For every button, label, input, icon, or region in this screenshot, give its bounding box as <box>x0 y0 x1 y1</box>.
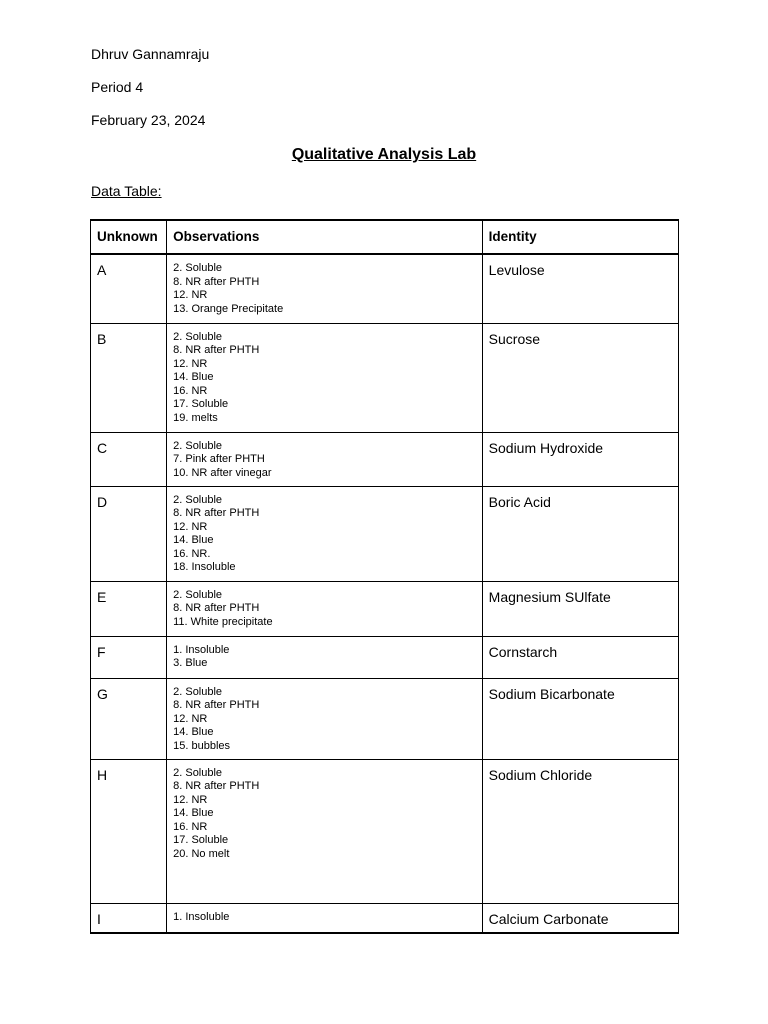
document-title: Qualitative Analysis Lab <box>291 146 477 163</box>
unknown-cell: B <box>91 323 167 432</box>
observation-line: 19. melts <box>173 411 218 424</box>
observation-line: 14. Blue <box>173 807 214 819</box>
observation-line: 13. Orange Precipitate <box>173 302 284 315</box>
observation-line: 3. Blue <box>173 657 208 669</box>
observation-line: 10. NR after vinegar <box>173 466 272 479</box>
observation-line: 16. NR <box>173 820 208 833</box>
observation-line: 20. No melt <box>173 847 230 860</box>
observation-line: 14. Blue <box>173 726 214 738</box>
observation-line: 16. NR. <box>173 547 211 560</box>
observation-line: 7. Pink after PHTH <box>173 453 265 465</box>
observation-line: 12. NR <box>173 520 208 533</box>
section-label: Data Table: <box>91 183 162 199</box>
observation-line: 18. Insoluble <box>173 561 236 573</box>
table-body <box>91 254 679 933</box>
identity-cell: Sucrose <box>482 323 678 432</box>
column-header-unknown: Unknown <box>91 220 167 254</box>
observation-line: 2. Soluble <box>173 262 223 274</box>
observation-line: 2. Soluble <box>173 330 223 343</box>
student-name: Dhruv Gannamraju <box>91 46 210 62</box>
table-row <box>91 323 679 432</box>
unknown-cell: H <box>91 759 167 903</box>
observation-line: 8. NR after PHTH <box>173 344 260 356</box>
observation-line: 8. NR after PHTH <box>173 699 260 711</box>
unknown-cell: I <box>91 903 167 933</box>
table-row <box>91 903 679 933</box>
table-row <box>91 432 679 486</box>
observation-line: 14. Blue <box>173 534 214 546</box>
observation-line: 11. White precipitate <box>173 615 273 628</box>
unknown-cell: F <box>91 636 167 678</box>
observation-line: 8. NR after PHTH <box>173 275 260 288</box>
identity-cell: Magnesium SUlfate <box>482 581 678 636</box>
observations-cell <box>167 636 483 678</box>
table-row <box>91 759 679 903</box>
column-header-observations: Observations <box>167 220 483 254</box>
data-table <box>90 219 679 934</box>
table-row <box>91 581 679 636</box>
unknown-cell: D <box>91 486 167 581</box>
observation-line: 2. Soluble <box>173 493 223 506</box>
observations-cell <box>167 323 483 432</box>
table-row <box>91 486 679 581</box>
table-row <box>91 678 679 759</box>
identity-cell: Calcium Carbonate <box>482 903 678 933</box>
column-header-identity: Identity <box>482 220 678 254</box>
observation-line: 16. NR <box>173 384 208 397</box>
table-row <box>91 636 679 678</box>
observation-line: 2. Soluble <box>173 588 223 601</box>
unknown-cell: E <box>91 581 167 636</box>
observation-line: 1. Insoluble <box>173 910 230 923</box>
table-row <box>91 254 679 323</box>
identity-cell: Sodium Bicarbonate <box>482 678 678 759</box>
identity-cell: Levulose <box>482 254 678 323</box>
identity-cell: Boric Acid <box>482 486 678 581</box>
observation-line: 14. Blue <box>173 371 214 383</box>
unknown-cell: G <box>91 678 167 759</box>
unknown-cell: C <box>91 432 167 486</box>
identity-cell: Sodium Chloride <box>482 759 678 903</box>
observations-cell <box>167 486 483 581</box>
observation-line: 8. NR after PHTH <box>173 602 260 614</box>
observation-line: 1. Insoluble <box>173 643 230 656</box>
observations-cell <box>167 678 483 759</box>
identity-cell: Cornstarch <box>482 636 678 678</box>
class-period: Period 4 <box>91 79 144 95</box>
table-header-row <box>91 220 679 254</box>
unknown-cell: A <box>91 254 167 323</box>
observation-line: 12. NR <box>173 712 208 725</box>
observations-cell <box>167 759 483 903</box>
observation-line: 8. NR after PHTH <box>173 507 260 519</box>
observation-line: 12. NR <box>173 793 208 806</box>
identity-cell: Sodium Hydroxide <box>482 432 678 486</box>
observation-line: 2. Soluble <box>173 685 223 698</box>
observation-line: 8. NR after PHTH <box>173 780 260 792</box>
observation-line: 12. NR <box>173 357 208 370</box>
observation-line: 2. Soluble <box>173 439 223 452</box>
observation-line: 15. bubbles <box>173 739 231 752</box>
document-date: February 23, 2024 <box>91 112 206 128</box>
observations-cell <box>167 432 483 486</box>
observation-line: 2. Soluble <box>173 766 223 779</box>
observation-line: 12. NR <box>173 289 208 301</box>
observation-line: 17. Soluble <box>173 834 229 846</box>
observations-cell <box>167 903 483 933</box>
observations-cell <box>167 254 483 323</box>
observations-cell <box>167 581 483 636</box>
observation-line: 17. Soluble <box>173 398 229 410</box>
